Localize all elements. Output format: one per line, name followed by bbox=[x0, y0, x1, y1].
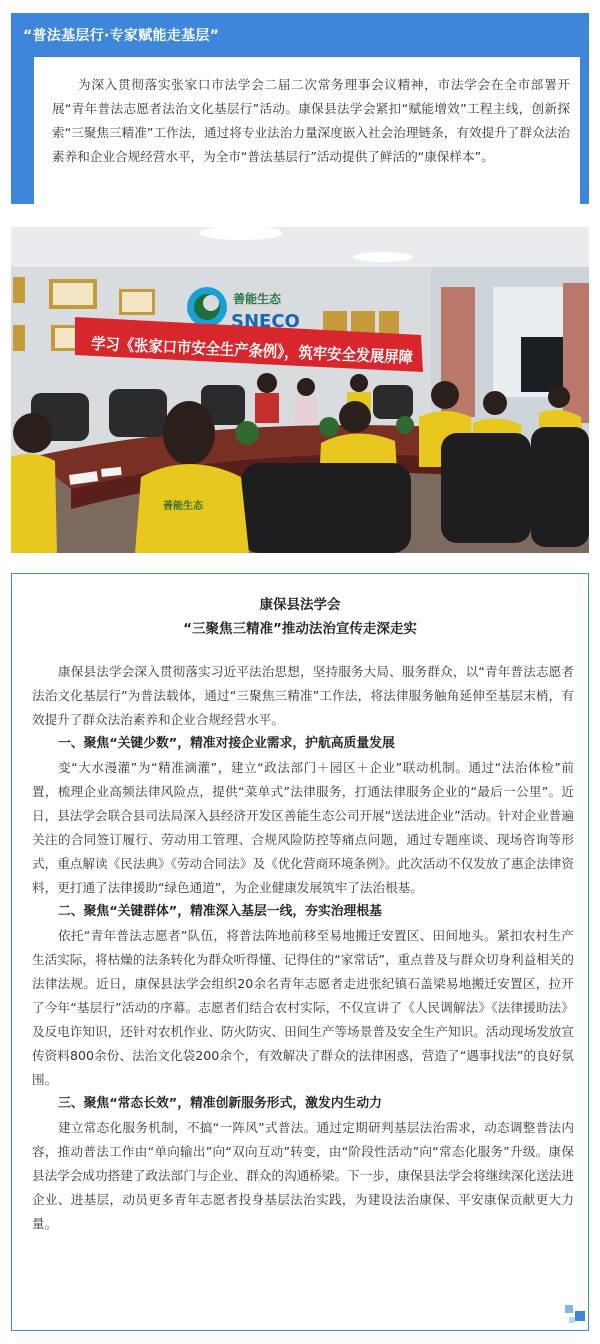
intro-title: “普法基层行·专家赋能走基层” bbox=[23, 28, 220, 44]
section-heading-2: 二、聚焦“关键群体”，精准深入基层一线，夯实治理根基 bbox=[58, 904, 382, 919]
section-heading-1: 一、聚焦“关键少数”，精准对接企业需求，护航高质量发展 bbox=[58, 736, 395, 751]
article-org: 康保县法学会 bbox=[259, 597, 341, 613]
article-intro-paragraph: 康保县法学会深入贯彻落实习近平法治思想，坚持服务大局、服务群众，以“青年普法志愿者法治文化基层行”为普法载体，通过“三聚焦三精准”工作法，将法律服务触角延伸至基层末梢，有效提升了群众法治素养和企业合规经营水平。 bbox=[32, 664, 574, 727]
meeting-photo bbox=[11, 227, 589, 553]
section-paragraph-3: 建立常态化服务机制，不搞“一阵风”式普法。通过定期研判基层法治需求，动态调整普法内容，推动普法工作由“单向输出”向“双向互动”转变，由“阶段性活动”向“常态化服务”升级。康保县法学会成功搭建了政法部门与企业、群众的沟通桥梁。下一步，康保县法学会将继续深化送法进企业、进基层，动员更多青年志愿者投身基层法治实践，为建设法治康保、平安康保贡献更大力量。 bbox=[32, 1120, 574, 1231]
intro-paragraph: 为深入贯彻落实张家口市法学会二届二次常务理事会议精神，市法学会在全市部署开展“青年普法志愿者法治文化基层行”活动。康保县法学会紧扣“赋能增效”工程主线，创新探索“三聚焦三精准”工作法，通过将专业法治力量深度嵌入社会治理链条，有效提升了群众法治素养和企业合规经营水平，为全市“普法基层行”活动提供了鲜活的“康保样本”。 bbox=[52, 77, 570, 164]
logo-en-text: SNECO bbox=[231, 311, 300, 332]
section-heading-3: 三、聚焦“常态长效”，精准创新服务形式，激发内生动力 bbox=[58, 1096, 382, 1111]
banner-text: 学习《张家口市安全生产条例》，筑牢安全发展屏障 bbox=[90, 334, 452, 369]
section-paragraph-2: 依托“青年普法志愿者”队伍，将普法阵地前移至易地搬迁安置区、田间地头。紧扣农村生产生活实际，将枯燥的法条转化为群众听得懂、记得住的“家常话”，重点普及与群众切身利益相关的法律法规。近日，康保县法学会组织20余名青年志愿者走进张纪镇石盖梁易地搬迁安置区，拉开了今年“基层行”活动的序幕。志愿者们结合农村实际，不仅宣讲了《人民调解法》《法律援助法》及反电诈知识，还针对农机作业、防火防灾、田间生产等场景普及安全生产知识。活动现场发放宣传资料800余份、法治文化袋200余个，有效解决了群众的法律困惑，营造了“遇事找法”的良好氛围。 bbox=[32, 928, 574, 1087]
article-card bbox=[11, 573, 589, 1331]
corner-decoration-icon bbox=[565, 1305, 587, 1325]
article-headline: “三聚焦三精准”推动法治宣传走深走实 bbox=[183, 621, 417, 637]
intro-card bbox=[11, 13, 589, 204]
vest-text: 善能生态 bbox=[163, 501, 203, 512]
section-paragraph-1: 变“大水漫灌”为“精准滴灌”，建立“政法部门＋园区＋企业”联动机制。通过“法治体检”前置，梳理企业高频法律风险点，提供“菜单式”法律服务，打通法律服务企业的“最后一公里”。近日，县法学会联合县司法局深入县经济开发区善能生态公司开展“送法进企业”活动。针对企业普遍关注的合同签订履行、劳动用工管理、合规风险防控等痛点问题，通过专题座谈、现场咨询等形式，重点解读《民法典》《劳动合同法》及《优化营商环境条例》。此次活动不仅发放了惠企法律资料，更打通了法律援助“绿色通道”，为企业健康发展筑牢了法治根基。 bbox=[32, 760, 574, 895]
logo-cn-text: 善能生态 bbox=[233, 292, 282, 306]
article-body bbox=[32, 660, 574, 1236]
intro-text-box bbox=[34, 57, 580, 205]
